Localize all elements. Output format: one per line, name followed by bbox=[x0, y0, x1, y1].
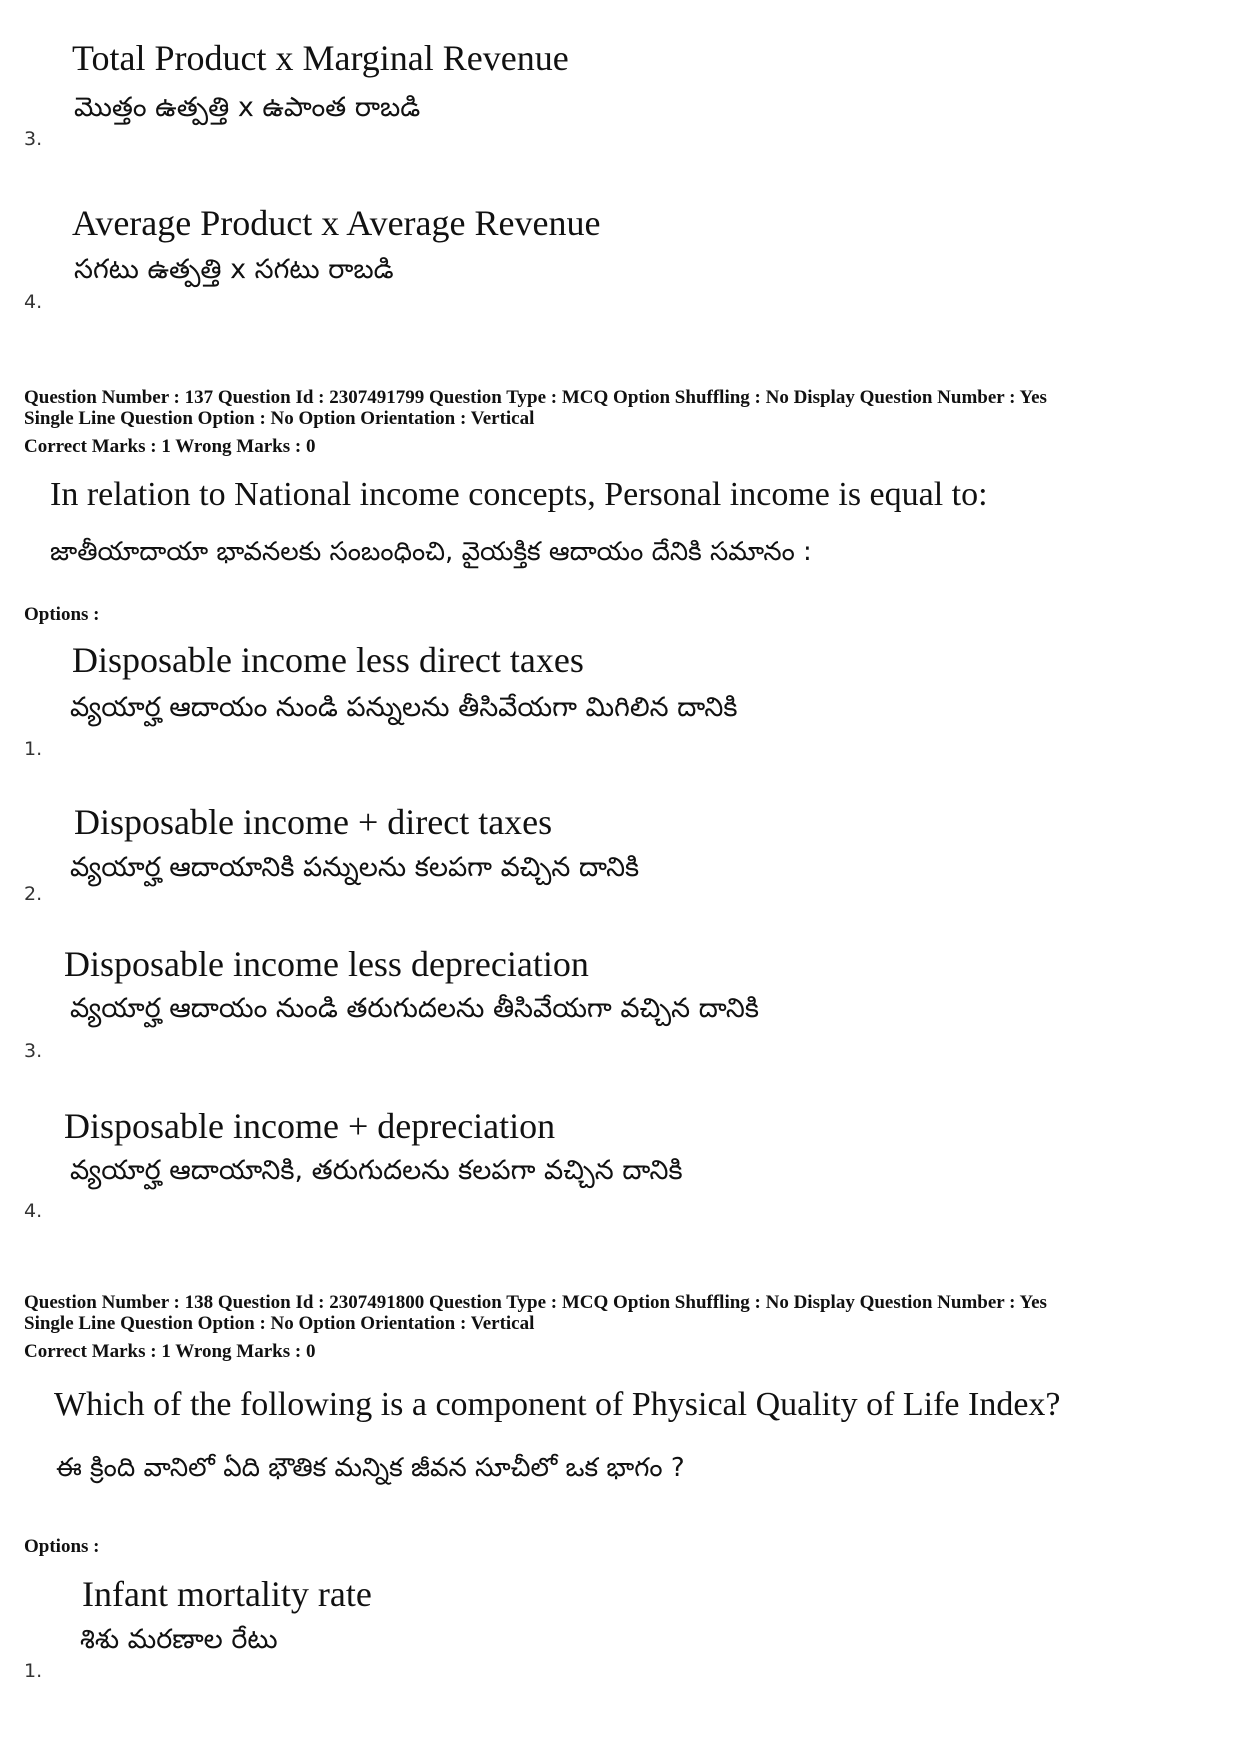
question-meta-line2: Single Line Question Option : No Option Orientation : Vertical bbox=[24, 1313, 535, 1334]
option-text-en: Disposable income + direct taxes bbox=[74, 802, 553, 842]
options-label: Options : bbox=[24, 604, 100, 625]
option-text-en: Average Product x Average Revenue bbox=[72, 203, 601, 243]
option-text-te: శిశు మరణాల రేటు bbox=[80, 1624, 278, 1655]
question-text-te: జాతీయాదాయా భావనలకు సంబంధించి, వైయక్తిక ఆదాయం దేనికి సమానం : bbox=[50, 537, 812, 567]
option-number: 2. bbox=[24, 883, 43, 905]
option-text-te: వ్యయార్హ ఆదాయానికి, తరుగుదలను కలపగా వచ్చిన దానికి bbox=[70, 1155, 683, 1186]
option-number: 3. bbox=[24, 1040, 43, 1062]
option-text-en: Disposable income + depreciation bbox=[64, 1106, 556, 1146]
option-text-en: Total Product x Marginal Revenue bbox=[72, 38, 569, 78]
question-text-en: In relation to National income concepts, Personal income is equal to: bbox=[50, 476, 988, 513]
option-text-te: వ్యయార్హ ఆదాయానికి పన్నులను కలపగా వచ్చిన దానికి bbox=[70, 852, 640, 883]
option-number: 3. bbox=[24, 128, 43, 150]
option-number: 1. bbox=[24, 1660, 43, 1682]
question-meta-line1: Question Number : 137 Question Id : 2307491799 Question Type : MCQ Option Shuffling : No Display Question Number : Yes bbox=[24, 387, 1047, 408]
options-label: Options : bbox=[24, 1536, 100, 1557]
question-meta-line1: Question Number : 138 Question Id : 2307491800 Question Type : MCQ Option Shuffling : No Display Question Number : Yes bbox=[24, 1292, 1047, 1313]
option-text-te: మొత్తం ఉత్పత్తి x ఉపాంత రాబడి bbox=[74, 92, 421, 123]
option-text-te: వ్యయార్హ ఆదాయం నుండి పన్నులను తీసివేయగా మిగిలిన దానికి bbox=[70, 692, 738, 723]
option-number: 4. bbox=[24, 1200, 43, 1222]
option-text-te: వ్యయార్హ ఆదాయం నుండి తరుగుదలను తీసివేయగా వచ్చిన దానికి bbox=[70, 993, 759, 1024]
question-meta-line2: Single Line Question Option : No Option Orientation : Vertical bbox=[24, 408, 535, 429]
option-number: 4. bbox=[24, 291, 43, 313]
option-text-en: Disposable income less direct taxes bbox=[72, 640, 584, 680]
option-text-en: Infant mortality rate bbox=[82, 1574, 372, 1614]
option-text-te: సగటు ఉత్పత్తి x సగటు రాబడి bbox=[74, 254, 394, 285]
question-marks: Correct Marks : 1 Wrong Marks : 0 bbox=[24, 1341, 316, 1362]
question-marks: Correct Marks : 1 Wrong Marks : 0 bbox=[24, 436, 316, 457]
option-number: 1. bbox=[24, 738, 43, 760]
question-text-en: Which of the following is a component of Physical Quality of Life Index? bbox=[54, 1386, 1061, 1423]
option-text-en: Disposable income less depreciation bbox=[64, 944, 589, 984]
question-text-te: ఈ క్రింది వానిలో ఏది భౌతిక మన్నిక జీవన సూచీలో ఒక భాగం ? bbox=[56, 1453, 685, 1483]
